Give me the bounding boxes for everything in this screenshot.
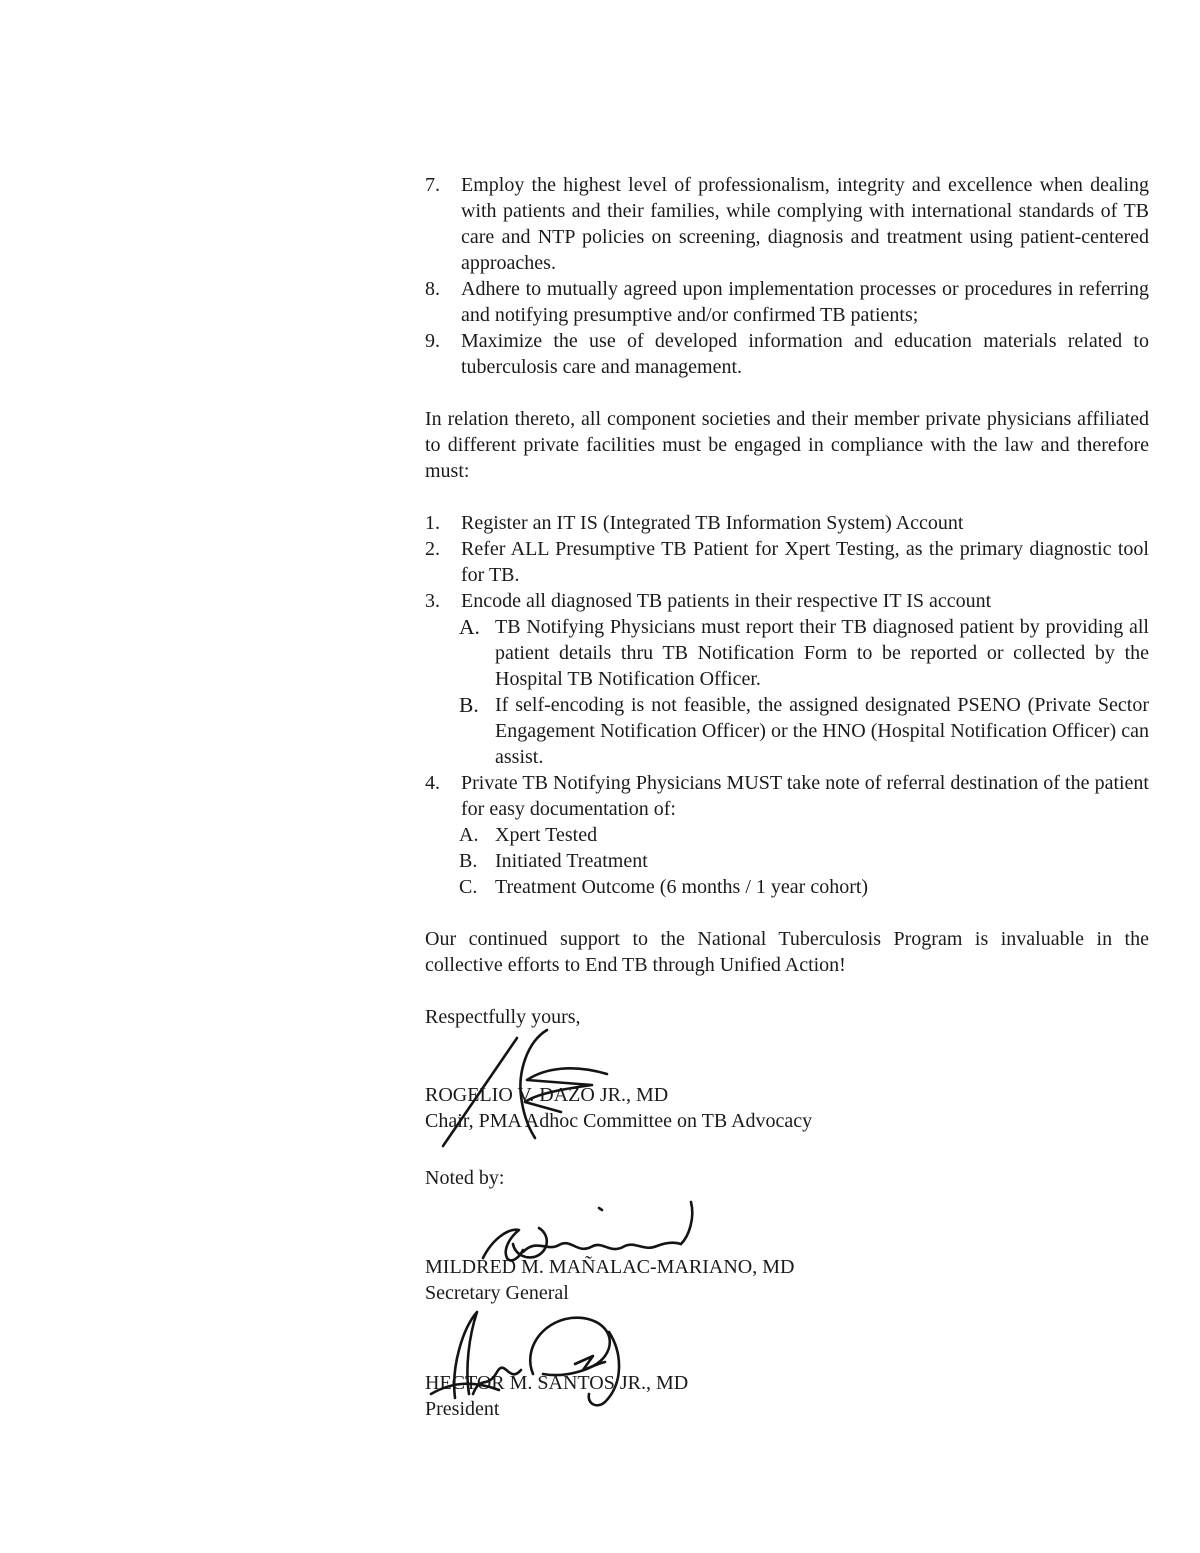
sub-item-4a [459, 822, 1149, 848]
list-item-marker: 1. [425, 512, 440, 534]
sub-item-3b [459, 692, 1149, 770]
salutation-text: Respectfully yours, [425, 1006, 581, 1028]
signatory-block-secretary [425, 1254, 1149, 1306]
list-item-marker: A. [459, 615, 480, 639]
sub-item-3a [459, 614, 1149, 692]
signatory-name: MILDRED M. MAÑALAC-MARIANO, MD [425, 1256, 795, 1278]
list-item-marker: C. [459, 876, 478, 898]
list-item-marker: 9. [425, 330, 440, 352]
list-item-marker: 3. [425, 590, 440, 612]
list-item-3 [425, 588, 1149, 614]
list-item-marker: B. [459, 850, 478, 872]
sub-item-4c [459, 874, 1149, 900]
list-item-marker: 4. [425, 772, 440, 794]
intro-paragraph: In relation thereto, all component societies and their member private physicians affiliated to different private facilities must be engaged in compliance with the law and therefore must: [425, 408, 1149, 482]
list-item-text: Adhere to mutually agreed upon implementation processes or procedures in referring and notifying presumptive and/or confirmed TB patients; [461, 278, 1149, 326]
ordered-list-main [425, 510, 1149, 900]
list-item-text: Refer ALL Presumptive TB Patient for Xpert Testing, as the primary diagnostic tool for TB. [461, 538, 1149, 586]
sub-list-container [425, 822, 1149, 900]
noted-by-label: Noted by: [425, 1167, 505, 1189]
list-item-text: Treatment Outcome (6 months / 1 year cohort) [495, 876, 869, 898]
list-item-marker: B. [459, 693, 479, 717]
list-item-8 [425, 276, 1149, 328]
sub-list-container [425, 614, 1149, 770]
signatory-block-chair [425, 1082, 1149, 1134]
list-item-text: Maximize the use of developed information and education materials related to tuberculosis care and management. [461, 330, 1149, 378]
signatory-name: ROGELIO V. DAZO JR., MD [425, 1084, 669, 1106]
list-item-marker: A. [459, 824, 479, 846]
letter-body [425, 172, 1149, 1422]
list-item-2 [425, 536, 1149, 588]
list-item-1 [425, 510, 1149, 536]
list-item-text: Initiated Treatment [495, 850, 648, 872]
ordered-list-upper [425, 172, 1149, 380]
list-item-marker: 2. [425, 538, 440, 560]
signatory-title: Chair, PMA Adhoc Committee on TB Advocacy [425, 1110, 813, 1132]
list-item-text: TB Notifying Physicians must report their TB diagnosed patient by providing all patient details thru TB Notification Form to be reported or collected by the Hospital TB Notification Officer. [495, 616, 1149, 690]
list-item-marker: 7. [425, 174, 440, 196]
sub-list-item-4 [425, 822, 1149, 900]
list-item-text: Encode all diagnosed TB patients in their respective IT IS account [461, 590, 992, 612]
list-item-text: Register an IT IS (Integrated TB Information System) Account [461, 512, 964, 534]
list-item-4 [425, 770, 1149, 822]
list-item-marker: 8. [425, 278, 440, 300]
support-paragraph: Our continued support to the National Tuberculosis Program is invaluable in the collective efforts to End TB through Unified Action! [425, 928, 1149, 976]
sub-list-item-3 [425, 614, 1149, 770]
list-item-text: Xpert Tested [495, 824, 598, 846]
list-item-7 [425, 172, 1149, 276]
list-item-text: Private TB Notifying Physicians MUST take note of referral destination of the patient for easy documentation of: [461, 772, 1149, 820]
signatory-title: Secretary General [425, 1282, 569, 1304]
sub-item-4b [459, 848, 1149, 874]
list-item-text: Employ the highest level of professionalism, integrity and excellence when dealing with patients and their families, while complying with international standards of TB care and NTP policies on screening, diagnosis and treatment using patient-centered approaches. [461, 174, 1149, 274]
list-item-9 [425, 328, 1149, 380]
list-item-text: If self-encoding is not feasible, the assigned designated PSENO (Private Sector Engagement Notification Officer) or the HNO (Hospital Notification Officer) can assist. [495, 694, 1149, 768]
signatory-title: President [425, 1398, 500, 1420]
signatory-name: HECTOR M. SANTOS JR., MD [425, 1372, 689, 1394]
signatory-block-president [425, 1370, 1149, 1422]
